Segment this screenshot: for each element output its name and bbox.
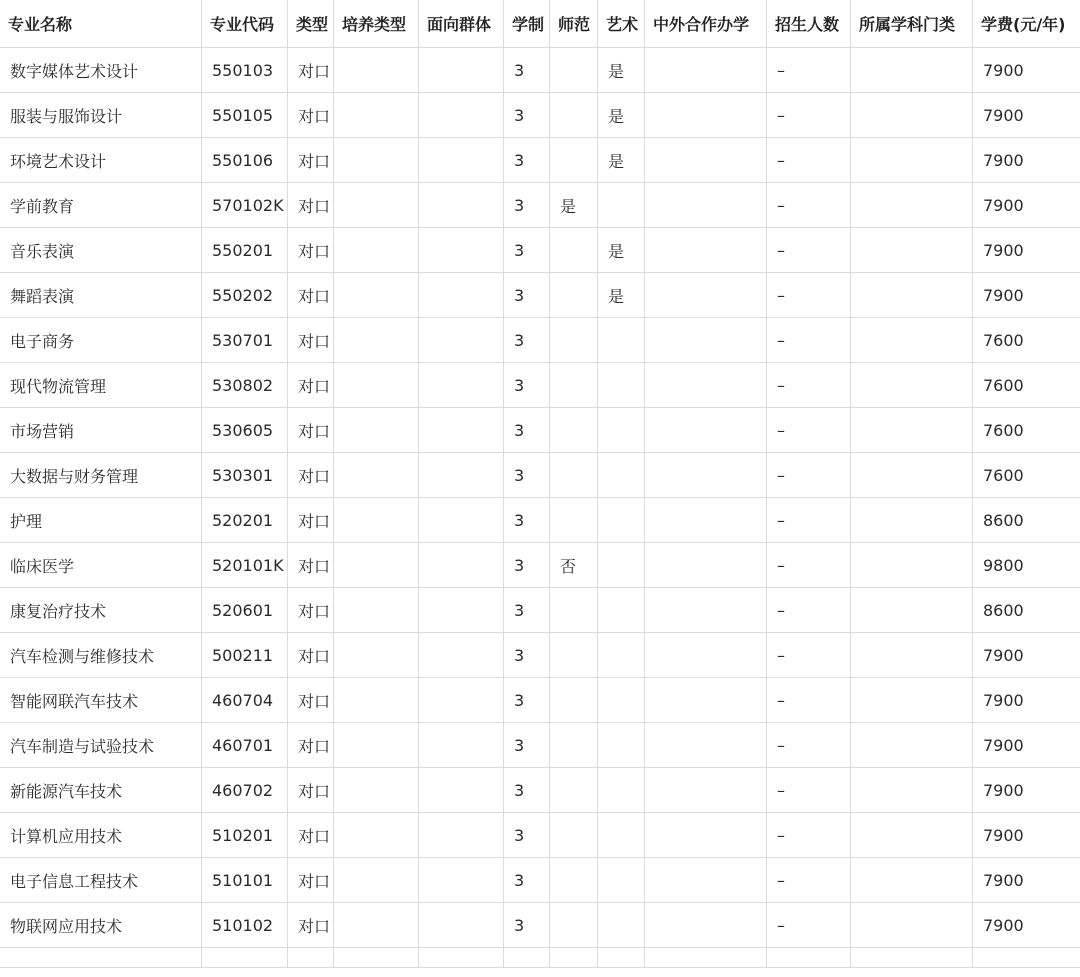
cell-duration: 3 — [504, 453, 550, 498]
cell-major-name: 汽车检测与维修技术 — [0, 633, 202, 678]
cell-target-group — [419, 543, 504, 588]
cell-target-group — [419, 228, 504, 273]
cell-art: 是 — [598, 273, 645, 318]
cell-discipline — [851, 228, 973, 273]
cell-enrollment: – — [767, 273, 851, 318]
cell-enrollment: – — [767, 903, 851, 948]
cell-major-code: 520101K — [202, 543, 288, 588]
cell-target-group — [419, 318, 504, 363]
table-row — [0, 633, 1080, 678]
cell-major-code: 530701 — [202, 318, 288, 363]
cell-art — [598, 678, 645, 723]
table-row — [0, 453, 1080, 498]
cell-type: 对口 — [288, 813, 334, 858]
cell-major-code: 550201 — [202, 228, 288, 273]
cell-joint-program — [645, 498, 767, 543]
cell-type: 对口 — [288, 498, 334, 543]
cell-normal — [550, 93, 598, 138]
header-type: 类型 — [288, 0, 334, 48]
table-row — [0, 813, 1080, 858]
cell-normal — [550, 588, 598, 633]
cell-major-name: 康复治疗技术 — [0, 588, 202, 633]
cell-type: 对口 — [288, 93, 334, 138]
cell-major-name: 大数据与财务管理 — [0, 453, 202, 498]
cell-normal — [550, 498, 598, 543]
cell-enrollment: – — [767, 678, 851, 723]
cell-enrollment: – — [767, 183, 851, 228]
cell-major-name: 新能源汽车技术 — [0, 768, 202, 813]
cell-target-group — [419, 363, 504, 408]
cell-target-group — [419, 813, 504, 858]
cell-training-type — [334, 453, 419, 498]
cell-normal — [550, 858, 598, 903]
cell-duration: 3 — [504, 903, 550, 948]
cell-joint-program — [645, 633, 767, 678]
cell-tuition: 7900 — [973, 93, 1080, 138]
cell-enrollment: – — [767, 93, 851, 138]
cell-joint-program — [645, 768, 767, 813]
cell-major-code: 550105 — [202, 93, 288, 138]
cell-enrollment: – — [767, 48, 851, 93]
cell-training-type — [334, 768, 419, 813]
cell-major-name: 电子信息工程技术 — [0, 858, 202, 903]
cell-type: 对口 — [288, 453, 334, 498]
cell-tuition: 7600 — [973, 363, 1080, 408]
cell-target-group — [419, 858, 504, 903]
cell-major-name: 音乐表演 — [0, 228, 202, 273]
cell-training-type — [334, 408, 419, 453]
cell-tuition: 9800 — [973, 543, 1080, 588]
table-row-partial — [0, 948, 1080, 968]
cell-major-name: 护理 — [0, 498, 202, 543]
cell-joint-program — [645, 318, 767, 363]
cell-art: 是 — [598, 228, 645, 273]
header-training-type: 培养类型 — [334, 0, 419, 48]
empty-cell — [598, 948, 645, 968]
cell-target-group — [419, 633, 504, 678]
cell-joint-program — [645, 453, 767, 498]
cell-tuition: 7900 — [973, 228, 1080, 273]
empty-cell — [334, 948, 419, 968]
cell-joint-program — [645, 48, 767, 93]
cell-type: 对口 — [288, 363, 334, 408]
cell-discipline — [851, 588, 973, 633]
cell-enrollment: – — [767, 723, 851, 768]
cell-type: 对口 — [288, 858, 334, 903]
cell-duration: 3 — [504, 768, 550, 813]
cell-tuition: 7900 — [973, 723, 1080, 768]
cell-major-code: 510102 — [202, 903, 288, 948]
cell-duration: 3 — [504, 588, 550, 633]
cell-major-code: 510101 — [202, 858, 288, 903]
cell-normal — [550, 453, 598, 498]
cell-art — [598, 363, 645, 408]
cell-duration: 3 — [504, 138, 550, 183]
cell-major-code: 530605 — [202, 408, 288, 453]
empty-cell — [550, 948, 598, 968]
cell-discipline — [851, 453, 973, 498]
cell-major-name: 环境艺术设计 — [0, 138, 202, 183]
cell-type: 对口 — [288, 543, 334, 588]
cell-tuition: 7900 — [973, 633, 1080, 678]
cell-joint-program — [645, 903, 767, 948]
cell-training-type — [334, 138, 419, 183]
cell-duration: 3 — [504, 633, 550, 678]
cell-training-type — [334, 318, 419, 363]
cell-type: 对口 — [288, 678, 334, 723]
cell-normal — [550, 903, 598, 948]
cell-target-group — [419, 183, 504, 228]
table-row — [0, 408, 1080, 453]
cell-tuition: 7600 — [973, 453, 1080, 498]
cell-discipline — [851, 678, 973, 723]
cell-duration: 3 — [504, 408, 550, 453]
cell-duration: 3 — [504, 363, 550, 408]
cell-discipline — [851, 408, 973, 453]
cell-art — [598, 903, 645, 948]
cell-training-type — [334, 363, 419, 408]
cell-joint-program — [645, 363, 767, 408]
cell-training-type — [334, 183, 419, 228]
cell-discipline — [851, 858, 973, 903]
cell-type: 对口 — [288, 723, 334, 768]
table-row — [0, 903, 1080, 948]
cell-major-name: 舞蹈表演 — [0, 273, 202, 318]
cell-normal — [550, 678, 598, 723]
cell-training-type — [334, 93, 419, 138]
cell-duration: 3 — [504, 543, 550, 588]
cell-major-code: 460701 — [202, 723, 288, 768]
empty-cell — [288, 948, 334, 968]
cell-tuition: 7600 — [973, 318, 1080, 363]
cell-target-group — [419, 138, 504, 183]
cell-art — [598, 858, 645, 903]
cell-duration: 3 — [504, 318, 550, 363]
cell-duration: 3 — [504, 183, 550, 228]
cell-target-group — [419, 498, 504, 543]
cell-target-group — [419, 408, 504, 453]
cell-discipline — [851, 318, 973, 363]
cell-enrollment: – — [767, 588, 851, 633]
cell-training-type — [334, 48, 419, 93]
cell-tuition: 7600 — [973, 408, 1080, 453]
cell-joint-program — [645, 858, 767, 903]
header-major-name: 专业名称 — [0, 0, 202, 48]
cell-art — [598, 723, 645, 768]
cell-major-code: 530802 — [202, 363, 288, 408]
cell-type: 对口 — [288, 138, 334, 183]
cell-enrollment: – — [767, 633, 851, 678]
cell-tuition: 8600 — [973, 588, 1080, 633]
cell-discipline — [851, 903, 973, 948]
header-major-code: 专业代码 — [202, 0, 288, 48]
empty-cell — [419, 948, 504, 968]
cell-art — [598, 498, 645, 543]
cell-training-type — [334, 678, 419, 723]
cell-major-code: 550202 — [202, 273, 288, 318]
cell-major-code: 500211 — [202, 633, 288, 678]
cell-normal — [550, 363, 598, 408]
cell-art — [598, 183, 645, 228]
table-row — [0, 48, 1080, 93]
cell-normal — [550, 768, 598, 813]
cell-normal — [550, 228, 598, 273]
cell-major-name: 汽车制造与试验技术 — [0, 723, 202, 768]
cell-major-code: 460704 — [202, 678, 288, 723]
cell-training-type — [334, 498, 419, 543]
cell-joint-program — [645, 228, 767, 273]
table-row — [0, 183, 1080, 228]
cell-major-code: 550106 — [202, 138, 288, 183]
cell-target-group — [419, 93, 504, 138]
cell-enrollment: – — [767, 543, 851, 588]
table-row — [0, 723, 1080, 768]
cell-tuition: 7900 — [973, 273, 1080, 318]
cell-discipline — [851, 93, 973, 138]
cell-training-type — [334, 273, 419, 318]
cell-enrollment: – — [767, 453, 851, 498]
cell-major-code: 510201 — [202, 813, 288, 858]
cell-normal: 是 — [550, 183, 598, 228]
cell-joint-program — [645, 678, 767, 723]
cell-type: 对口 — [288, 408, 334, 453]
cell-joint-program — [645, 723, 767, 768]
header-normal: 师范 — [550, 0, 598, 48]
empty-cell — [202, 948, 288, 968]
cell-major-name: 数字媒体艺术设计 — [0, 48, 202, 93]
cell-normal — [550, 318, 598, 363]
cell-tuition: 7900 — [973, 768, 1080, 813]
cell-tuition: 7900 — [973, 813, 1080, 858]
table-row — [0, 588, 1080, 633]
cell-training-type — [334, 858, 419, 903]
header-joint-program: 中外合作办学 — [645, 0, 767, 48]
cell-discipline — [851, 273, 973, 318]
cell-joint-program — [645, 813, 767, 858]
cell-joint-program — [645, 93, 767, 138]
cell-joint-program — [645, 408, 767, 453]
cell-training-type — [334, 228, 419, 273]
cell-normal — [550, 723, 598, 768]
cell-training-type — [334, 723, 419, 768]
header-duration: 学制 — [504, 0, 550, 48]
cell-type: 对口 — [288, 633, 334, 678]
empty-cell — [973, 948, 1080, 968]
cell-art — [598, 453, 645, 498]
cell-discipline — [851, 768, 973, 813]
cell-major-name: 学前教育 — [0, 183, 202, 228]
cell-major-code: 530301 — [202, 453, 288, 498]
cell-discipline — [851, 363, 973, 408]
empty-cell — [767, 948, 851, 968]
cell-major-code: 570102K — [202, 183, 288, 228]
cell-major-code: 520601 — [202, 588, 288, 633]
table-row — [0, 858, 1080, 903]
cell-type: 对口 — [288, 48, 334, 93]
cell-duration: 3 — [504, 678, 550, 723]
cell-art — [598, 318, 645, 363]
cell-target-group — [419, 678, 504, 723]
table-header-row — [0, 0, 1080, 48]
cell-major-name: 临床医学 — [0, 543, 202, 588]
cell-normal — [550, 138, 598, 183]
cell-enrollment: – — [767, 498, 851, 543]
cell-training-type — [334, 813, 419, 858]
cell-major-name: 服装与服饰设计 — [0, 93, 202, 138]
cell-enrollment: – — [767, 228, 851, 273]
cell-type: 对口 — [288, 273, 334, 318]
cell-discipline — [851, 498, 973, 543]
cell-tuition: 7900 — [973, 903, 1080, 948]
cell-major-code: 550103 — [202, 48, 288, 93]
cell-tuition: 7900 — [973, 138, 1080, 183]
header-target-group: 面向群体 — [419, 0, 504, 48]
table-row — [0, 93, 1080, 138]
cell-type: 对口 — [288, 318, 334, 363]
cell-duration: 3 — [504, 723, 550, 768]
table-row — [0, 228, 1080, 273]
header-art: 艺术 — [598, 0, 645, 48]
cell-duration: 3 — [504, 228, 550, 273]
cell-tuition: 7900 — [973, 858, 1080, 903]
cell-duration: 3 — [504, 93, 550, 138]
cell-discipline — [851, 48, 973, 93]
header-enrollment: 招生人数 — [767, 0, 851, 48]
cell-discipline — [851, 813, 973, 858]
cell-target-group — [419, 723, 504, 768]
table-row — [0, 273, 1080, 318]
table-row — [0, 138, 1080, 183]
cell-training-type — [334, 903, 419, 948]
cell-target-group — [419, 588, 504, 633]
cell-discipline — [851, 543, 973, 588]
cell-art: 是 — [598, 48, 645, 93]
cell-art — [598, 408, 645, 453]
table-row — [0, 318, 1080, 363]
cell-target-group — [419, 903, 504, 948]
cell-enrollment: – — [767, 768, 851, 813]
cell-target-group — [419, 768, 504, 813]
empty-cell — [645, 948, 767, 968]
cell-enrollment: – — [767, 858, 851, 903]
cell-training-type — [334, 588, 419, 633]
cell-major-code: 520201 — [202, 498, 288, 543]
empty-cell — [851, 948, 973, 968]
cell-joint-program — [645, 183, 767, 228]
cell-art: 是 — [598, 138, 645, 183]
cell-major-name: 智能网联汽车技术 — [0, 678, 202, 723]
cell-major-code: 460702 — [202, 768, 288, 813]
cell-type: 对口 — [288, 903, 334, 948]
cell-duration: 3 — [504, 498, 550, 543]
table-row — [0, 678, 1080, 723]
cell-tuition: 7900 — [973, 678, 1080, 723]
header-discipline: 所属学科门类 — [851, 0, 973, 48]
cell-tuition: 7900 — [973, 183, 1080, 228]
cell-major-name: 市场营销 — [0, 408, 202, 453]
cell-enrollment: – — [767, 318, 851, 363]
cell-normal — [550, 408, 598, 453]
cell-normal — [550, 48, 598, 93]
cell-joint-program — [645, 543, 767, 588]
cell-training-type — [334, 633, 419, 678]
table-row — [0, 768, 1080, 813]
table-row — [0, 498, 1080, 543]
cell-type: 对口 — [288, 183, 334, 228]
cell-duration: 3 — [504, 48, 550, 93]
cell-joint-program — [645, 588, 767, 633]
cell-duration: 3 — [504, 858, 550, 903]
table-body — [0, 48, 1080, 968]
cell-normal — [550, 813, 598, 858]
cell-major-name: 现代物流管理 — [0, 363, 202, 408]
cell-duration: 3 — [504, 273, 550, 318]
cell-tuition: 7900 — [973, 48, 1080, 93]
cell-training-type — [334, 543, 419, 588]
header-tuition: 学费(元/年) — [973, 0, 1080, 48]
cell-art — [598, 543, 645, 588]
cell-enrollment: – — [767, 138, 851, 183]
table-row — [0, 543, 1080, 588]
cell-discipline — [851, 138, 973, 183]
cell-art — [598, 588, 645, 633]
cell-art: 是 — [598, 93, 645, 138]
cell-target-group — [419, 48, 504, 93]
cell-enrollment: – — [767, 408, 851, 453]
cell-type: 对口 — [288, 588, 334, 633]
cell-enrollment: – — [767, 363, 851, 408]
cell-enrollment: – — [767, 813, 851, 858]
cell-normal: 否 — [550, 543, 598, 588]
cell-art — [598, 768, 645, 813]
cell-art — [598, 633, 645, 678]
table-row — [0, 363, 1080, 408]
cell-tuition: 8600 — [973, 498, 1080, 543]
cell-target-group — [419, 273, 504, 318]
cell-normal — [550, 633, 598, 678]
cell-normal — [550, 273, 598, 318]
cell-art — [598, 813, 645, 858]
cell-discipline — [851, 723, 973, 768]
cell-major-name: 计算机应用技术 — [0, 813, 202, 858]
cell-discipline — [851, 633, 973, 678]
cell-type: 对口 — [288, 228, 334, 273]
empty-cell — [0, 948, 202, 968]
cell-duration: 3 — [504, 813, 550, 858]
cell-major-name: 物联网应用技术 — [0, 903, 202, 948]
cell-joint-program — [645, 138, 767, 183]
cell-type: 对口 — [288, 768, 334, 813]
empty-cell — [504, 948, 550, 968]
cell-major-name: 电子商务 — [0, 318, 202, 363]
cell-discipline — [851, 183, 973, 228]
cell-joint-program — [645, 273, 767, 318]
cell-target-group — [419, 453, 504, 498]
